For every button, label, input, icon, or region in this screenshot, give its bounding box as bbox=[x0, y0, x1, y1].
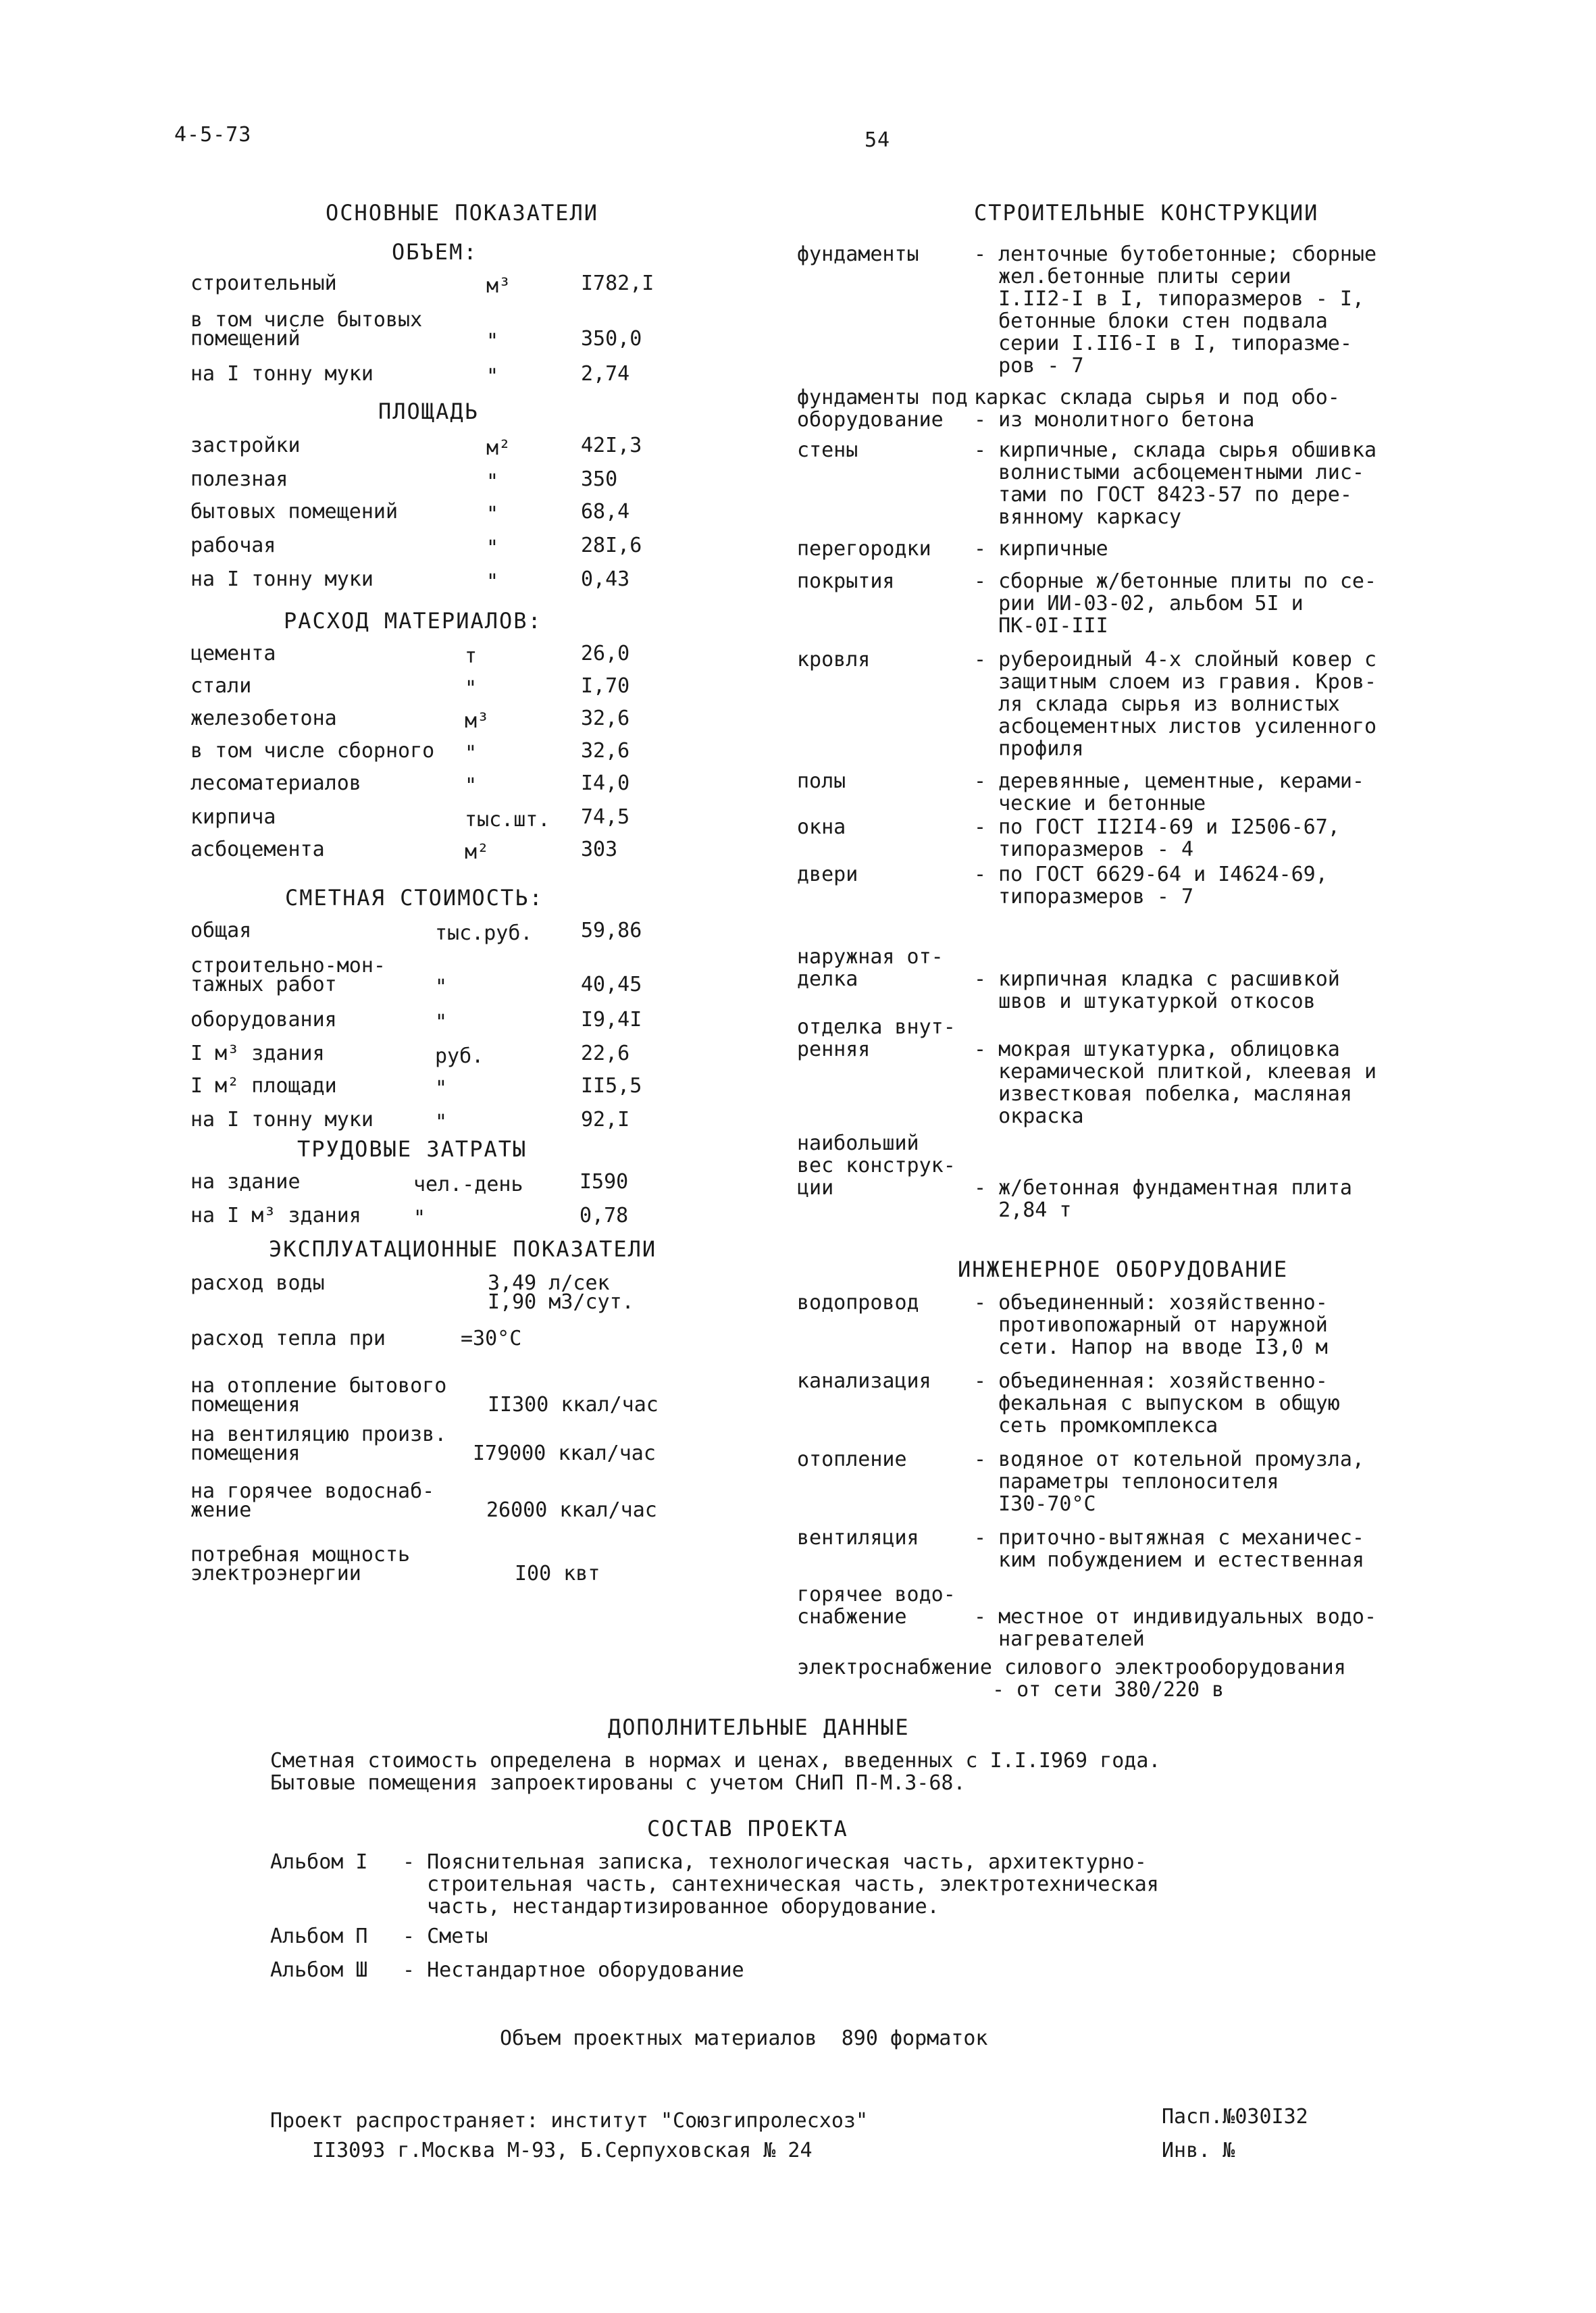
item-label: водопровод bbox=[797, 1291, 919, 1315]
indicator-unit: " bbox=[465, 742, 478, 765]
indicator-value: I782,I bbox=[581, 272, 654, 295]
item-label: двери bbox=[797, 863, 858, 886]
additional-title: ДОПОЛНИТЕЛЬНЫЕ ДАННЫЕ bbox=[608, 1714, 910, 1740]
left-section-title: ОСНОВНЫЕ ПОКАЗАТЕЛИ bbox=[326, 200, 599, 226]
indicator-unit: " bbox=[413, 1206, 426, 1230]
indicator-row bbox=[190, 644, 677, 674]
indicator-value: 303 bbox=[581, 838, 618, 861]
indicator-label: рабочая bbox=[190, 534, 276, 557]
item-label: окна bbox=[797, 815, 846, 839]
indicator-label: на I м³ здания bbox=[190, 1204, 361, 1227]
indicator-unit: м³ bbox=[486, 274, 511, 298]
indicator-label: общая bbox=[190, 919, 252, 942]
indicator-row bbox=[190, 274, 677, 304]
constructions-list bbox=[797, 243, 1472, 1324]
album-contents: - Нестандартное оборудование bbox=[403, 1958, 744, 1982]
indicator-unit: " bbox=[435, 1111, 448, 1134]
indicator-value: I00 квт bbox=[515, 1562, 600, 1585]
indicator-row bbox=[190, 840, 677, 870]
item-description: - объединенная: хозяйственно- фекальная с выпуском в общую сеть промкомплекса bbox=[974, 1369, 1340, 1438]
passport-number: Пасп.№030I32 bbox=[1162, 2105, 1308, 2129]
indicator-row bbox=[190, 1008, 677, 1040]
indicator-unit: " bbox=[435, 975, 448, 999]
indicator-label: кирпича bbox=[190, 805, 276, 829]
item-description: - кирпичные, склада сырья обшивка волнистыми асбоцементными лис- тами по ГОСТ 8423-57 по дере- вянному каркасу bbox=[974, 438, 1377, 529]
indicator-value: I79000 ккал/час bbox=[473, 1442, 656, 1465]
indicator-value: =30°C bbox=[461, 1327, 522, 1350]
indicator-unit: " bbox=[465, 677, 478, 701]
item-description: - ленточные бутобетонные; сборные жел.бетонные плиты серии I.II2-I в I, типоразмеров - I, бетонные блоки стен подвала серии I.II6-I в I, типоразме- ров - 7 bbox=[974, 243, 1377, 378]
labor-heading: ТРУДОВЫЕ ЗАТРАТЫ bbox=[297, 1136, 527, 1162]
indicator-row bbox=[190, 308, 677, 353]
indicator-unit: " bbox=[465, 774, 478, 798]
main-indicators bbox=[190, 236, 704, 1621]
item-label: наружная от- делка bbox=[797, 945, 944, 991]
indicator-label: асбоцемента bbox=[190, 838, 325, 861]
indicator-label: стали bbox=[190, 674, 252, 698]
operation-heading: ЭКСПЛУАТАЦИОННЫЕ ПОКАЗАТЕЛИ bbox=[269, 1236, 657, 1262]
albums-list bbox=[270, 1851, 1418, 2000]
indicator-row bbox=[190, 436, 677, 466]
indicator-unit: " bbox=[486, 365, 499, 388]
indicator-value: 74,5 bbox=[581, 805, 630, 829]
indicator-row bbox=[190, 467, 677, 500]
item-label: отопление bbox=[797, 1448, 907, 1471]
item-description: каркас склада сырья и под обо- - из монолитного бетона bbox=[974, 386, 1340, 432]
indicator-label: в том числе бытовых помещений bbox=[190, 308, 423, 351]
indicator-label: на I тонну муки bbox=[190, 362, 374, 386]
indicator-unit: т bbox=[465, 644, 478, 668]
item-description: - местное от индивидуальных водо- нагревателей bbox=[974, 1605, 1377, 1651]
indicator-unit: " bbox=[435, 1011, 448, 1034]
indicator-value: 42I,3 bbox=[581, 434, 642, 457]
materials-heading: РАСХОД МАТЕРИАЛОВ: bbox=[284, 608, 542, 634]
right-section-title: СТРОИТЕЛЬНЫЕ КОНСТРУКЦИИ bbox=[974, 200, 1319, 226]
indicator-row bbox=[190, 709, 677, 739]
indicator-row bbox=[190, 1423, 677, 1465]
indicator-value: 26,0 bbox=[581, 642, 630, 665]
indicator-unit: " bbox=[486, 536, 499, 560]
indicator-row bbox=[190, 1170, 677, 1202]
item-label: покрытия bbox=[797, 569, 895, 593]
indicator-label: расход тепла при bbox=[190, 1327, 386, 1350]
indicator-value: I590 bbox=[580, 1170, 629, 1194]
item-label: полы bbox=[797, 769, 846, 793]
indicator-value: I4,0 bbox=[581, 771, 630, 795]
item-description: - кирпичные bbox=[974, 537, 1108, 561]
item-label: перегородки bbox=[797, 537, 931, 561]
indicator-unit: м² bbox=[465, 840, 490, 864]
indicator-label: в том числе сборного bbox=[190, 739, 435, 763]
item-label: наибольший вес конструк- ции bbox=[797, 1132, 956, 1200]
indicator-label: на I тонну муки bbox=[190, 1108, 374, 1132]
indicator-label: лесоматериалов bbox=[190, 771, 361, 795]
item-label: фундаменты под оборудование bbox=[797, 386, 968, 432]
indicator-row bbox=[190, 362, 677, 395]
page-number: 54 bbox=[865, 128, 891, 152]
indicator-label: полезная bbox=[190, 467, 288, 491]
item-description: - по ГОСТ 6629-64 и I4624-69, типоразмеров - 7 bbox=[974, 863, 1328, 909]
item-description: - рубероидный 4-х слойный ковер с защитным слоем из гравия. Кров- ля склада сырья из волнистых асбоцементных листов усиленного профиля bbox=[974, 648, 1377, 761]
indicator-value: 26000 ккал/час bbox=[486, 1498, 657, 1522]
indicator-row bbox=[190, 567, 677, 600]
engineering-list bbox=[797, 1291, 1472, 1651]
cost-heading: СМЕТНАЯ СТОИМОСТЬ: bbox=[285, 885, 544, 911]
item-description: - кирпичная кладка с расшивкой швов и штукатуркой откосов bbox=[974, 967, 1340, 1013]
indicator-unit: " bbox=[486, 570, 499, 594]
indicator-label: I м² площади bbox=[190, 1074, 337, 1098]
indicator-value: 22,6 bbox=[581, 1042, 630, 1065]
indicator-value: 92,I bbox=[581, 1108, 630, 1132]
indicator-value: 32,6 bbox=[581, 707, 630, 730]
item-label: фундаменты bbox=[797, 243, 919, 266]
album-label: Альбом Ш bbox=[270, 1958, 368, 1982]
indicator-label: оборудования bbox=[190, 1008, 337, 1032]
indicator-row bbox=[190, 1479, 677, 1522]
indicator-row bbox=[190, 954, 677, 999]
indicator-value: II5,5 bbox=[581, 1074, 642, 1098]
item-label: кровля bbox=[797, 648, 871, 671]
indicator-row bbox=[190, 921, 677, 951]
volume-heading: ОБЪЕМ: bbox=[392, 239, 478, 265]
indicator-value: 59,86 bbox=[581, 919, 642, 942]
item-label: горячее водо- снабжение bbox=[797, 1583, 956, 1629]
item-description: - приточно-вытяжная с механичес- ким побуждением и естественная bbox=[974, 1526, 1364, 1572]
indicator-label: на отопление бытового помещения bbox=[190, 1374, 447, 1417]
indicator-unit: чел.-день bbox=[413, 1173, 523, 1196]
indicator-row bbox=[190, 1044, 677, 1074]
indicator-value: 350,0 bbox=[581, 327, 642, 351]
indicator-unit: м² bbox=[486, 436, 511, 460]
indicator-value: 28I,6 bbox=[581, 534, 642, 557]
indicator-unit: " bbox=[486, 330, 499, 353]
indicator-row bbox=[190, 1543, 677, 1585]
indicator-unit: тыс.руб. bbox=[435, 921, 533, 945]
item-description: - деревянные, цементные, керами- ческие и бетонные bbox=[974, 769, 1364, 815]
album-contents: - Пояснительная записка, технологическая часть, архитектурно- строительная часть, сантехническая часть, электротехническая часть, нестандартизированное оборудование. bbox=[403, 1850, 1159, 1918]
indicator-row bbox=[190, 1329, 677, 1359]
inventory-number: Инв. № bbox=[1162, 2139, 1235, 2162]
indicator-value: 32,6 bbox=[581, 739, 630, 763]
album-label: Альбом I bbox=[270, 1850, 368, 1874]
additional-text: Сметная стоимость определена в нормах и ценах, введенных с I.I.I969 года. Бытовые помещения запроектированы с учетом СНиП П-М.3-68. bbox=[270, 1749, 1161, 1795]
item-description: - мокрая штукатурка, облицовка керамической плиткой, клеевая и известковая побелка, масляная окраска bbox=[974, 1038, 1377, 1128]
indicator-label: I м³ здания bbox=[190, 1042, 325, 1065]
power-supply: электроснабжение силового электрооборудования - от сети 380/220 в bbox=[797, 1656, 1346, 1702]
distributor-line: Проект распространяет: институт "Союзгипролесхоз" bbox=[270, 2109, 869, 2133]
indicator-value: 350 bbox=[581, 467, 618, 491]
item-label: отделка внут- ренняя bbox=[797, 1015, 956, 1061]
distributor-address: II3093 г.Москва М-93, Б.Серпуховская № 24 bbox=[312, 2139, 813, 2162]
indicator-row bbox=[190, 771, 677, 804]
indicator-label: строительный bbox=[190, 272, 337, 295]
indicator-label: расход воды bbox=[190, 1271, 325, 1295]
indicator-label: на горячее водоснаб- жение bbox=[190, 1479, 435, 1522]
area-heading: ПЛОЩАДЬ bbox=[378, 399, 479, 424]
item-description: - объединенный: хозяйственно- противопожарный от наружной сети. Напор на вводе I3,0 м bbox=[974, 1291, 1328, 1359]
indicator-label: железобетона bbox=[190, 707, 337, 730]
indicator-row bbox=[190, 500, 677, 532]
album-label: Альбом П bbox=[270, 1925, 368, 1948]
indicator-value: 68,4 bbox=[581, 500, 630, 524]
item-description: - по ГОСТ II2I4-69 и I2506-67, типоразмеров - 4 bbox=[974, 815, 1340, 861]
document-code: 4-5-73 bbox=[174, 123, 252, 147]
indicator-row bbox=[190, 674, 677, 707]
indicator-value: 0,43 bbox=[581, 567, 630, 591]
composition-title: СОСТАВ ПРОЕКТА bbox=[647, 1816, 848, 1841]
indicator-value: I,70 bbox=[581, 674, 630, 698]
indicator-value: 2,74 bbox=[581, 362, 630, 386]
indicator-unit: " bbox=[486, 503, 499, 526]
indicator-label: строительно-мон- тажных работ bbox=[190, 954, 386, 996]
indicator-label: на здание bbox=[190, 1170, 301, 1194]
indicator-row bbox=[190, 1074, 677, 1107]
indicator-label: бытовых помещений bbox=[190, 500, 398, 524]
indicator-value: I9,4I bbox=[581, 1008, 642, 1032]
item-description: - водяное от котельной промузла, параметры теплоносителя I30-70°C bbox=[974, 1448, 1364, 1516]
indicator-label: потребная мощность электроэнергии bbox=[190, 1543, 411, 1585]
indicator-value: 40,45 bbox=[581, 973, 642, 996]
indicator-row bbox=[190, 739, 677, 771]
indicator-label: цемента bbox=[190, 642, 276, 665]
indicator-unit: " bbox=[486, 470, 499, 494]
indicator-row bbox=[190, 805, 677, 838]
indicator-value: II300 ккал/час bbox=[488, 1393, 659, 1417]
indicator-unit: " bbox=[435, 1077, 448, 1100]
indicator-row bbox=[190, 1206, 677, 1236]
indicator-label: на I тонну муки bbox=[190, 567, 374, 591]
indicator-value: 3,49 л/сек I,90 м3/сут. bbox=[488, 1271, 634, 1314]
indicator-label: застройки bbox=[190, 434, 301, 457]
indicator-value: 0,78 bbox=[580, 1204, 629, 1227]
indicator-label: на вентиляцию произв. помещения bbox=[190, 1423, 447, 1465]
indicator-row bbox=[190, 536, 677, 566]
indicator-unit: тыс.шт. bbox=[465, 808, 550, 832]
indicator-unit: м³ bbox=[465, 709, 490, 733]
item-label: канализация bbox=[797, 1369, 931, 1393]
indicator-row bbox=[190, 1374, 677, 1417]
item-label: стены bbox=[797, 438, 858, 462]
volume-note: Объем проектных материалов 890 форматок bbox=[500, 2027, 988, 2050]
indicator-unit: руб. bbox=[435, 1044, 484, 1068]
item-label: вентиляция bbox=[797, 1526, 919, 1550]
item-description: - ж/бетонная фундаментная плита 2,84 т bbox=[974, 1176, 1352, 1222]
indicator-row bbox=[190, 1271, 677, 1314]
item-description: - сборные ж/бетонные плиты по се- рии ИИ-03-02, альбом 5I и ПК-0I-III bbox=[974, 569, 1377, 638]
album-contents: - Сметы bbox=[403, 1925, 488, 1948]
engineering-title: ИНЖЕНЕРНОЕ ОБОРУДОВАНИЕ bbox=[958, 1256, 1289, 1282]
